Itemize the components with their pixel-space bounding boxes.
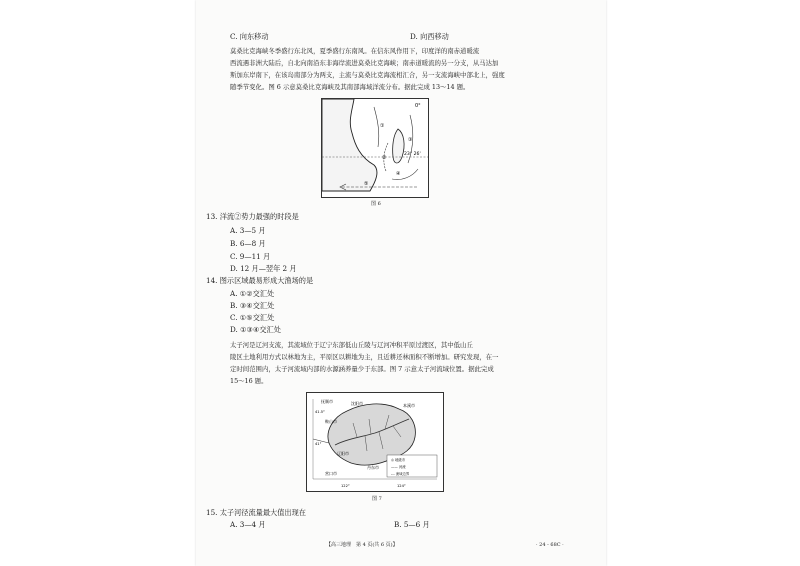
footer-code: · 24 - 68C ·: [536, 542, 564, 548]
legend-city: ◎ 地级市: [391, 458, 406, 462]
lat-mid-label: 23° 26': [404, 152, 421, 157]
figure-7-map: [306, 392, 444, 492]
place-shenyang: 沈阳市: [351, 401, 363, 406]
q14-option-a: A. ①②交汇处: [230, 289, 275, 298]
q13-stem: 13. 洋流②势力最强的时段是: [206, 212, 299, 221]
current-arrow-1: [374, 107, 379, 147]
place-fushun: 抚顺市: [321, 399, 333, 404]
passage2-line-4: 15～16 题。: [230, 377, 268, 385]
figure-6-caption: 图 6: [371, 201, 381, 207]
lat-label-2: 41°: [315, 442, 322, 446]
passage1-line-3: 斯加东岸南下，在该岛南部分为两支，主流与莫桑比克海流相汇合，另一支流海峡中部北上，强度: [230, 71, 505, 79]
option-d: D. 向西移动: [410, 32, 449, 41]
passage2-line-1: 太子河是辽河支流，其流域位于辽宁东部低山丘陵与辽河冲积平原过渡区，其中低山丘: [230, 341, 473, 349]
lon-label-2: 124°: [397, 484, 406, 488]
lon-label-1: 122°: [341, 484, 350, 488]
lat-top-label: 0°: [415, 103, 421, 109]
circled-2: ②: [382, 155, 387, 161]
africa-coast: [322, 99, 377, 191]
q15-stem: 15. 太子河径流量最大值出现在: [206, 508, 306, 517]
q13-option-c: C. 9—11 月: [230, 252, 271, 261]
taizi-river-basin-map: [307, 393, 443, 491]
q14-stem: 14. 图示区域最易形成大渔场的是: [206, 276, 314, 285]
place-benxi: 本溪市: [403, 403, 415, 408]
lat-label-1: 41.5°: [315, 410, 325, 414]
q13-option-a: A. 3—5 月: [230, 226, 266, 235]
passage2-line-3: 定时间范围内，太子河流域内部的水源涵养量少于东部。图 7 示意太子河流域位置。据此完成: [230, 365, 494, 373]
passage1-line-2: 西流遇非洲大陆后，自北向南沿东非海岸流进莫桑比克海峡；南赤道暖流的另一分支，从马达加: [230, 59, 499, 67]
mozambique-current-map: [322, 99, 428, 197]
q13-option-d: D. 12 月—翌年 2 月: [230, 264, 297, 273]
passage1-line-4: 随季节变化。图 6 示意莫桑比克海峡及其南部海域洋流分布。据此完成 13～14 题。: [230, 83, 470, 91]
legend-river: —— 河流: [391, 465, 406, 469]
legend-boundary: --- 流域边界: [391, 472, 410, 476]
circled-1: ①: [380, 123, 385, 129]
q15-option-b: B. 5—6 月: [394, 520, 430, 529]
madagascar-island: [393, 129, 404, 163]
footer-page-info: 【高三地理 第 4 页(共 6 页)】: [326, 542, 398, 548]
option-c: C. 向东移动: [230, 32, 269, 41]
circled-5: ⑤: [364, 181, 369, 187]
place-yingkou: 营口市: [325, 471, 337, 476]
q13-option-b: B. 6—8 月: [230, 239, 266, 248]
q15-option-a: A. 3—4 月: [230, 520, 266, 529]
circled-3: ③: [408, 137, 413, 143]
place-anshan: 鞍山市: [325, 419, 337, 424]
figure-6-map: [321, 98, 429, 198]
exam-page: [196, 0, 606, 566]
place-liaoyang: 辽阳市: [337, 451, 349, 456]
q14-option-d: D. ①③④交汇处: [230, 325, 281, 334]
place-dandong: 丹东市: [367, 465, 379, 470]
q14-option-c: C. ①⑤交汇处: [230, 313, 275, 322]
circled-4: ④: [396, 171, 401, 177]
passage2-line-2: 陵区土地利用方式以林地为主，平原区以耕地为主，且近耕还林面积不断增加。研究发现，在一: [230, 353, 499, 361]
passage1-line-1: 莫桑比克海峡冬季盛行东北风，夏季盛行东南风。在信东风作用下，印度洋的南赤道暖流: [230, 47, 480, 55]
figure-7-caption: 图 7: [372, 496, 382, 502]
q14-option-b: B. ③④交汇处: [230, 301, 275, 310]
